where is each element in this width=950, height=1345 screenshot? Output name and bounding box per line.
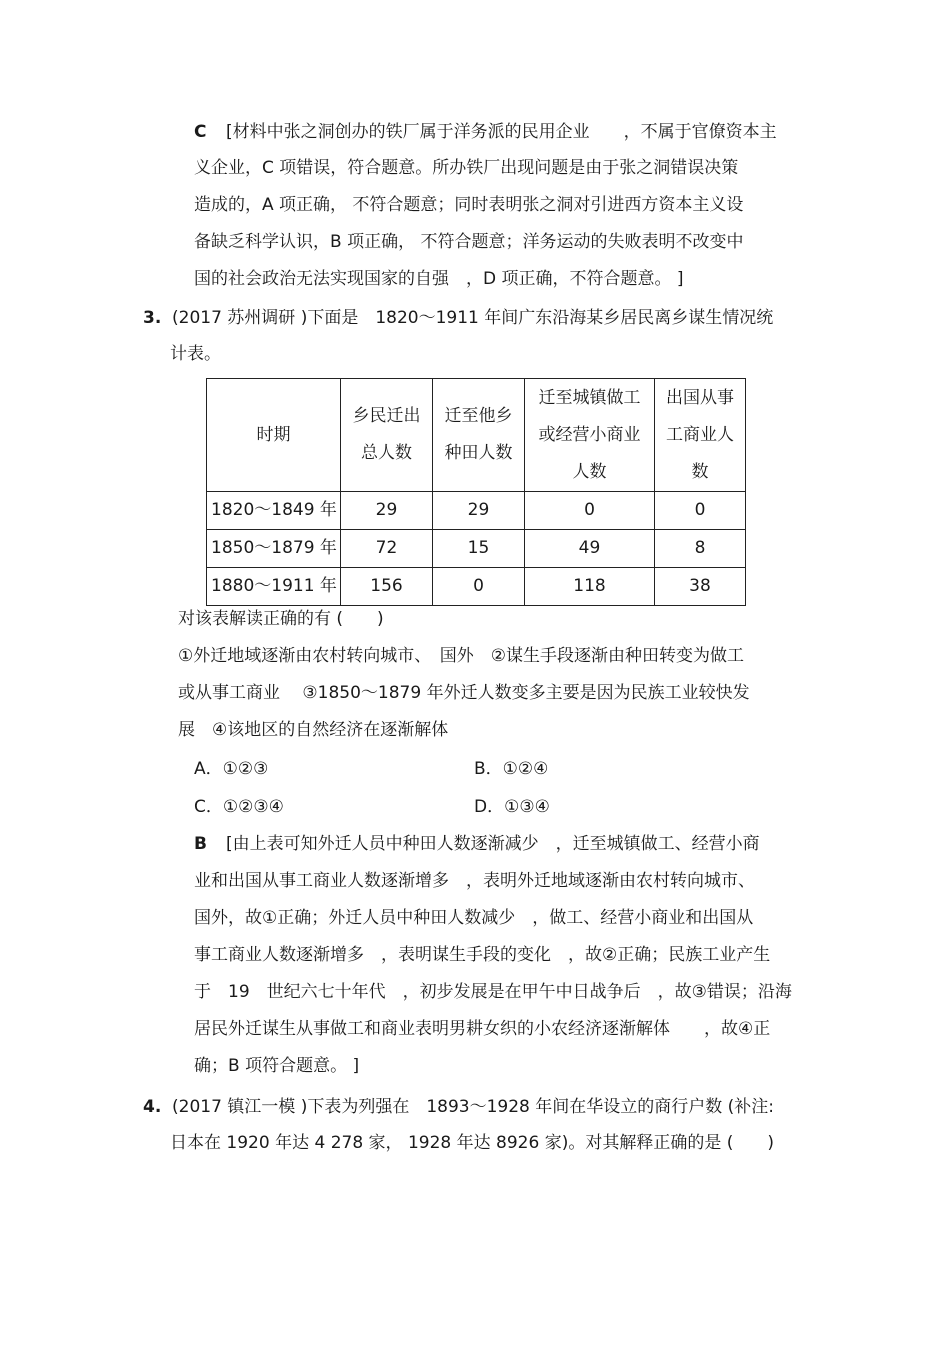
cell-period: 1880～1911 年 bbox=[207, 568, 341, 606]
header-total: 乡民迁出 总人数 bbox=[341, 379, 433, 492]
q4-stem-line-2: 日本在 1920 年达 4 278 家， 1928 年达 8926 家)。对其解释正确的是 ( ) bbox=[170, 1133, 774, 1153]
cell-farm: 0 bbox=[433, 568, 525, 606]
q3-answer-line-7: 确；B 项符合题意。 ] bbox=[194, 1056, 360, 1076]
cell-period: 1820～1849 年 bbox=[207, 492, 341, 530]
cell-farm: 29 bbox=[433, 492, 525, 530]
cell-period: 1850～1879 年 bbox=[207, 530, 341, 568]
option-c: C．①②③④ bbox=[194, 797, 284, 817]
header-abroad: 出国从事 工商业人 数 bbox=[655, 379, 746, 492]
q2-answer-line-3: 造成的，A 项正确， 不符合题意；同时表明张之洞对引进西方资本主义设 bbox=[194, 195, 744, 215]
q3-answer-line-1: [由上表可知外迁人员中种田人数逐渐减少 ，迁至城镇做工、经营小商 bbox=[226, 834, 760, 854]
q3-statement-line-3: 展 ④该地区的自然经济在逐渐解体 bbox=[178, 720, 449, 740]
q4-stem-line-1: (2017 镇江一模 )下表为列强在 1893～1928 年间在华设立的商行户数 (补注: bbox=[172, 1097, 775, 1117]
header-city: 迁至城镇做工 或经营小商业 人数 bbox=[525, 379, 655, 492]
q3-data-table bbox=[206, 378, 746, 606]
cell-city: 49 bbox=[525, 530, 655, 568]
q3-answer-line-6: 居民外迁谋生从事做工和商业表明男耕女织的小农经济逐渐解体 ，故④正 bbox=[194, 1019, 771, 1039]
cell-total: 72 bbox=[341, 530, 433, 568]
cell-city: 118 bbox=[525, 568, 655, 606]
q3-answer-key: B bbox=[194, 834, 207, 854]
table-header-row bbox=[207, 379, 746, 492]
cell-abroad: 0 bbox=[655, 492, 746, 530]
q2-answer-line-4: 备缺乏科学认识，B 项正确， 不符合题意；洋务运动的失败表明不改变中 bbox=[194, 232, 744, 252]
q3-answer-line-4: 事工商业人数逐渐增多 ，表明谋生手段的变化 ，故②正确；民族工业产生 bbox=[194, 945, 771, 965]
option-a: A．①②③ bbox=[194, 759, 269, 779]
q4-number: 4. bbox=[143, 1097, 162, 1117]
q3-statement-line-1: ①外迁地域逐渐由农村转向城市、 国外 ②谋生手段逐渐由种田转变为做工 bbox=[178, 646, 744, 666]
option-d: D．①③④ bbox=[474, 797, 550, 817]
cell-total: 29 bbox=[341, 492, 433, 530]
q3-number: 3. bbox=[143, 308, 162, 328]
table-row bbox=[207, 568, 746, 606]
cell-farm: 15 bbox=[433, 530, 525, 568]
table-row bbox=[207, 492, 746, 530]
q3-answer-line-2: 业和出国从事工商业人数逐渐增多 ，表明外迁地域逐渐由农村转向城市、 bbox=[194, 871, 755, 891]
q2-answer-line-2: 义企业，C 项错误，符合题意。所办铁厂出现问题是由于张之洞错误决策 bbox=[194, 158, 739, 178]
cell-abroad: 38 bbox=[655, 568, 746, 606]
q3-answer-line-3: 国外，故①正确；外迁人员中种田人数减少 ，做工、经营小商业和出国从 bbox=[194, 908, 754, 928]
q3-stem-line-1: (2017 苏州调研 )下面是 1820～1911 年间广东沿海某乡居民离乡谋生情况统 bbox=[172, 308, 774, 328]
cell-city: 0 bbox=[525, 492, 655, 530]
q2-answer-key: C bbox=[194, 122, 207, 142]
header-period: 时期 bbox=[207, 379, 341, 492]
q3-stem-line-2: 计表。 bbox=[170, 344, 221, 364]
q3-question: 对该表解读正确的有 ( ) bbox=[178, 609, 384, 629]
q3-statement-line-2: 或从事工商业 ③1850～1879 年外迁人数变多主要是因为民族工业较快发 bbox=[178, 683, 750, 703]
q2-answer-line-1: [材料中张之洞创办的铁厂属于洋务派的民用企业 ，不属于官僚资本主 bbox=[226, 122, 777, 142]
option-b: B．①②④ bbox=[474, 759, 549, 779]
cell-abroad: 8 bbox=[655, 530, 746, 568]
table-row bbox=[207, 530, 746, 568]
q3-answer-line-5: 于 19 世纪六七十年代 ，初步发展是在甲午中日战争后 ，故③错误；沿海 bbox=[194, 982, 792, 1002]
q2-answer-line-5: 国的社会政治无法实现国家的自强 ，D 项正确，不符合题意。 ] bbox=[194, 269, 684, 289]
cell-total: 156 bbox=[341, 568, 433, 606]
header-farm: 迁至他乡 种田人数 bbox=[433, 379, 525, 492]
